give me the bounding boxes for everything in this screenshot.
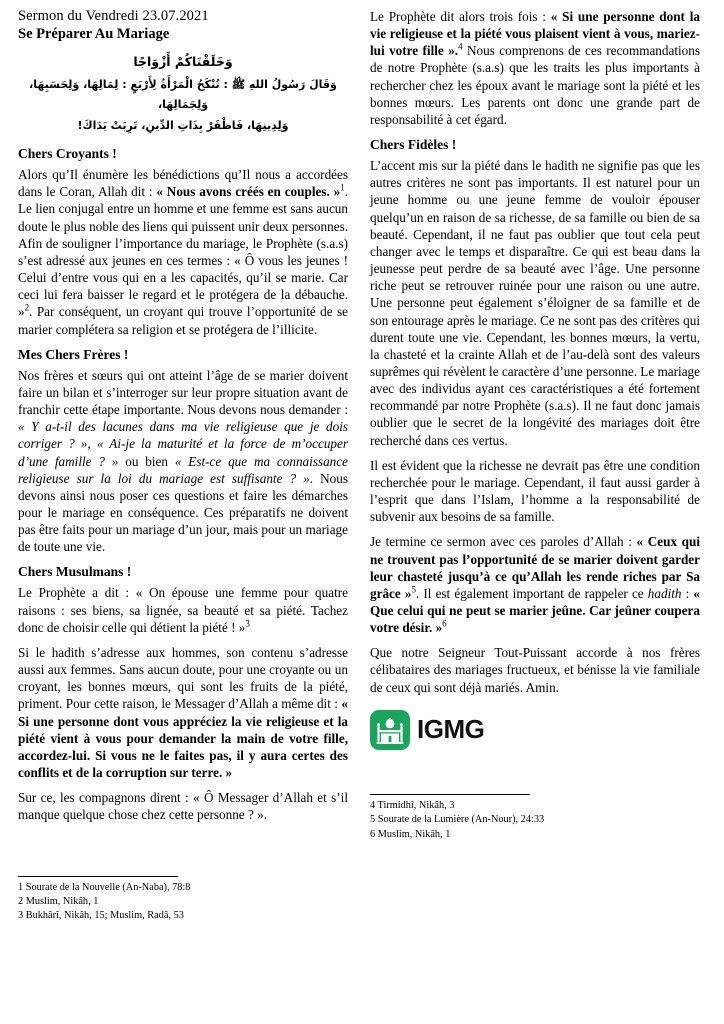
- footnote-item: 3 Bukhârî, Nikâh, 15; Muslim, Radâ, 53: [18, 910, 184, 922]
- text-run: Nos frères et sœurs qui ont atteint l’âge de se marier doivent faire un bilan et s’interroger sur leur propre situation avant de franchir cette étape importante. Nous devons nous demander :: [18, 367, 348, 418]
- two-column-layout: [18, 8, 710, 1018]
- footnote-separator: [18, 876, 178, 877]
- quote-marriage-proposal: « Si une personne dont vous appréciez la vie religieuse et la piété vient à vous pour demander la main de votre fille, accordez-lui. Si vous ne le faites pas, il y aura certes des conflits et de la corruption sur terre. »: [18, 696, 348, 780]
- paragraph-companions-reply: [18, 789, 348, 823]
- footnote-item: 4 Tirmidhî, Nikâh, 3: [370, 800, 455, 812]
- question-quote-1: « Y a-t-il des lacunes dans ma vie religieuse que je dois corriger ? », « Ai-je la maturité et la force de m’occuper d’une famille ? »: [18, 419, 348, 469]
- footnote-ref-6: 6: [442, 618, 447, 629]
- arabic-verse: وَخَلَقْنَاكُمْ أَزْوَاجًا: [133, 54, 233, 69]
- text-run: ou bien: [118, 453, 175, 469]
- footnote-ref-1: 1: [340, 182, 345, 193]
- term-hadith: hadith: [647, 585, 682, 601]
- question-quote-2: « Est-ce que ma connaissance religieuse sur la loi du mariage est suffisante ? »: [18, 453, 348, 486]
- footnote-item: 2 Muslim, Nikâh, 1: [18, 896, 99, 908]
- footnote-separator: [370, 794, 530, 795]
- heading-chers-croyants: Chers Croyants !: [18, 146, 117, 162]
- footnote-item: 5 Sourate de la Lumière (An-Nour), 24:33: [370, 814, 545, 826]
- text-run: . Le lien conjugal entre un homme et une femme est sans aucun doute le plus noble des liens qui puissent unir deux personnes. Afin de souligner l’importance du mariage, le Prophète (s.a.s) s’est adressé aux jeunes en ces termes : « Ô vous les jeunes ! Celui d’entre vous qui en a les capacités, qu’il se marie. Car ceci lui fera baisser le regard et le protégera de la débauche. »: [18, 184, 348, 320]
- text-run: . Par conséquent, un croyant qui trouve l’opportunité de se marier complétera sa religion et se protégera de l’illicite.: [18, 304, 348, 337]
- text-run: Le Prophète a dit : « On épouse une femme pour quatre raisons : ses biens, sa lignée, sa beauté et sa piété. Tachez donc de choisir celle qui détient la piété ! »: [18, 585, 348, 635]
- paragraph-final-prayer: Que notre Seigneur Tout-Puissant accorde à nos frères célibataires des mariages fructueux, et bénisse la vie familiale de ceux qui sont déjà mariés. Amin.: [370, 645, 700, 695]
- paragraph-closing-verse: [370, 533, 700, 636]
- footnote-ref-5: 5: [411, 584, 416, 595]
- paragraph-wealth-condition: Il est évident que la richesse ne devrait pas être une condition recherchée pour le mariage. Cependant, il faut aussi garder à l’esprit que dans l’Islam, l’homme a la responsabilité de subvenir aux besoins de sa famille.: [370, 457, 700, 525]
- paragraph-hadith-addressing: [18, 644, 348, 781]
- footnote-ref-3: 3: [245, 618, 250, 629]
- footnote-ref-2: 2: [24, 303, 30, 314]
- footnote-item: 6 Muslim, Nikâh, 1: [370, 828, 451, 840]
- arabic-quotation-block: [18, 50, 348, 136]
- logo-wordmark: IGMG: [417, 714, 485, 745]
- footnote-item: 1 Sourate de la Nouvelle (An-Naba), 78:8: [18, 881, 191, 893]
- paragraph-self-assessment: [18, 367, 348, 556]
- left-footnotes: [18, 876, 348, 924]
- mosque-icon: [370, 710, 410, 750]
- igmg-logo: [370, 710, 700, 750]
- paragraph-piety-criteria: L’accent mis sur la piété dans le hadith ne signifie pas que les autres critères ne sont pas importants. Il est naturel pour un jeune homme ou une jeune femme de vouloir épouser quelqu’un en raison de sa richesse, de sa famille ou bien de sa beauté. Cependant, il ne faut pas oublier que tout cela peut changer avec le temps et disparaître. Ce qui est beau dans la jeunesse peut perdre de sa beauté avec l’âge. Une personne riche peut se retrouver ruinée pour une raison ou une autre. Une personne peut également s’éloigner de sa famille et de son entourage après le mariage. Ce ne sont pas des critères qui durent toute une vie. Cependant, les bonnes mœurs, la vertu, la chasteté et la crainte Allah et de l’au-delà sont des valeurs suprêmes qui révèlent le caractère d’une personne. Le mariage avec des individus ayant ces caractéristiques a été fortement recommandé par notre Prophète (s.a.s). Il ne faut donc jamais oublier que le secret de la longévité des mariages doit être recherché dans ces vertus.: [370, 158, 700, 448]
- page-title: Sermon du Vendredi 23.07.2021: [18, 8, 209, 24]
- quote-chastity: « Ceux qui ne trouvent pas l’opportunité de se marier doivent garder leur chasteté jusqu’à ce qu’Allah les rende riches par Sa grâce »: [370, 534, 701, 601]
- arabic-hadith-line-1: وَقَالَ رَسُولُ اللهِ ﷺ : تُنْكَحُ الْمَرْأَةُ لِأَرْبَعٍ : لِمَالِهَا، وَلِحَسَبِهَا، وَلِجَمَالِهَا،: [29, 78, 337, 112]
- text-run: Je termine ce sermon avec ces paroles d’Allah :: [370, 534, 637, 550]
- quote-couples: « Nous avons créés en couples. »: [156, 184, 341, 200]
- text-run: Nous comprenons de ces recommandations de notre Prophète (s.a.s) que les traits les plus importants à rechercher chez les époux avant le mariage sont la piété et les bonnes mœurs. Les parents ont donc une grande part de responsabilité à cet égard.: [370, 43, 700, 127]
- text-run: . Nous devons ainsi nous poser ces questions et faire les démarches pour le mariage en conséquence. Ces préparatifs ne doivent pas être faits pour un mariage d’un jour, mais pour un mariage de toute une vie.: [18, 470, 348, 555]
- text-run: Si le hadith s’adresse aux hommes, son contenu s’adresse aussi aux femmes. Sans aucun doute, pour une croyante ou un croyant, les bonnes mœurs, qui sont les fruits de la piété, priment. Pour cette raison, le Messager d’Allah a même dit :: [18, 644, 348, 712]
- left-column: [18, 8, 348, 923]
- paragraph-blessings: [18, 166, 348, 338]
- arabic-hadith-line-2: وَلِدِينِهَا، فَاظْفَرْ بِذَاتِ الدِّينِ، تَرِبَتْ يَدَاكَ!: [77, 118, 289, 132]
- quote-fasting: « Que celui qui ne peut se marier jeûne. Car jeûner coupera votre désir. »: [370, 585, 700, 636]
- text-run: Alors qu’Il énumère les bénédictions qu’Il nous a accordées dans le Coran, Allah dit :: [18, 167, 348, 200]
- paragraph-four-reasons: [18, 584, 348, 635]
- text-run: :: [681, 585, 694, 601]
- right-footnotes: [370, 794, 700, 842]
- footnote-ref-4: 4: [458, 41, 463, 52]
- paragraph-three-times: [370, 8, 700, 128]
- right-column: [370, 8, 700, 842]
- page-subtitle: Se Préparer Au Mariage: [18, 26, 170, 42]
- heading-chers-fideles: Chers Fidèles !: [370, 137, 457, 153]
- quote-marry-daughter: « Si une personne dont la vie religieuse et la piété vous plaisent vient à vous, mariez-lui votre fille ».: [370, 9, 700, 59]
- heading-chers-musulmans: Chers Musulmans !: [18, 564, 132, 580]
- text-run: Sur ce, les compagnons dirent : « Ô Messager d’Allah et s’il manque quelque chose chez cette personne ? ».: [18, 790, 348, 823]
- text-run: Le Prophète dit alors trois fois :: [370, 9, 551, 24]
- text-run: . Il est également important de rappeler ce: [415, 585, 648, 601]
- heading-mes-chers-freres: Mes Chers Frères !: [18, 346, 129, 362]
